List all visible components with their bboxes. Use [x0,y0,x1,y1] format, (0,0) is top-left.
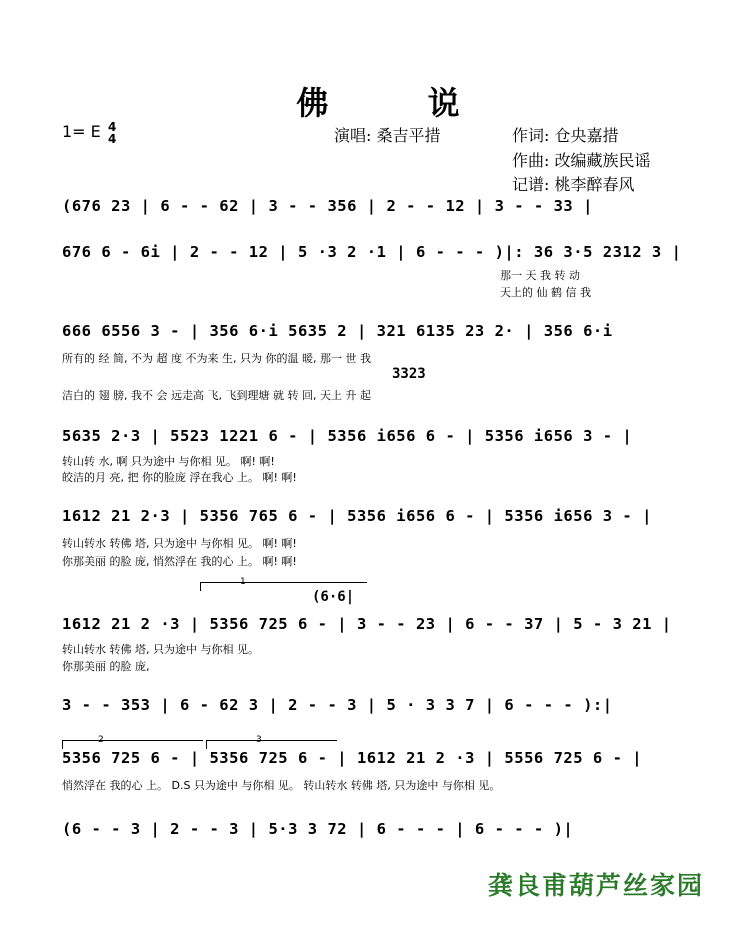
score-line-3-extra: 3323 [392,366,426,382]
composer-credit: 作曲: 改编藏族民谣 [512,151,651,170]
volta-number-2: 2 [98,735,104,745]
lyric-line-8: 悄然浮在 我的心 上。 D.S 只为途中 与你相 见。 转山转水 转佛 塔, 只为途中 与你相 见。 [62,779,501,792]
score-line-6-top: (6·6| [312,589,355,605]
volta-bracket-2 [62,740,203,749]
meter-bottom: 4 [108,132,117,146]
score-line-7: 3 - - 353 | 6 - 62 3 | 2 - - 3 | 5 · 3 3 7 | 6 - - - ):| [62,696,613,714]
volta-number-1: 1 [240,577,246,587]
time-signature [108,121,116,145]
lyric-line-6b: 你那美丽 的脸 庞, [62,660,150,673]
key-signature: 1= E [62,122,101,141]
score-line-2: 676 6 - 6i | 2 - - 12 | 5 ·3 2 ·1 | 6 - - - )|: 36 3·5 2312 3 | [62,243,682,261]
brand-watermark: 龚良甫葫芦丝家园 [487,871,704,900]
lyric-line-4a: 转山转 水, 啊 只为途中 与你相 见。 啊! 啊! [62,455,275,468]
score-line-3: 666 6556 3 - | 356 6·i 5635 2 | 321 6135 23 2· | 356 6·i [62,322,613,340]
score-line-6: 1612 21 2 ·3 | 5356 725 6 - | 3 - - 23 | 6 - - 37 | 5 - 3 21 | [62,615,672,633]
lyric-line-5a: 转山转水 转佛 塔, 只为途中 与你相 见。 啊! 啊! [62,537,297,550]
score-line-1: (676 23 | 6 - - 62 | 3 - - 356 | 2 - - 12 | 3 - - 33 | [62,197,593,215]
score-line-4: 5635 2·3 | 5523 1221 6 - | 5356 i656 6 - | 5356 i656 3 - | [62,427,633,445]
lyric-line-3b: 洁白的 翅 膀, 我不 会 远走高 飞, 飞到理塘 就 转 回, 天上 升 起 [62,389,371,402]
meter-top: 4 [108,120,117,134]
score-line-9: (6 - - 3 | 2 - - 3 | 5·3 3 72 | 6 - - - | 6 - - - )| [62,820,574,838]
lyricist-credit: 作词: 仓央嘉措 [512,126,619,145]
lyric-line-2b: 天上的 仙 鹤 信 我 [500,286,591,299]
lyric-line-5b: 你那美丽 的脸 庞, 悄然浮在 我的心 上。 啊! 啊! [62,555,297,568]
transcriber-credit: 记谱: 桃李醉春风 [512,175,635,194]
song-title: 佛 说 [296,84,504,122]
volta-bracket-3 [206,740,337,749]
lyric-line-2a: 那一 天 我 转 动 [500,269,580,282]
score-line-8: 5356 725 6 - | 5356 725 6 - | 1612 21 2 ·3 | 5556 725 6 - | [62,749,643,767]
score-line-5: 1612 21 2·3 | 5356 765 6 - | 5356 i656 6 - | 5356 i656 3 - | [62,507,652,525]
singer-credit: 演唱: 桑吉平措 [334,126,441,145]
lyric-line-6a: 转山转水 转佛 塔, 只为途中 与你相 见。 [62,643,259,656]
volta-number-3: 3 [256,735,262,745]
lyric-line-3a: 所有的 经 简, 不为 超 度 不为来 生, 只为 你的温 暖, 那一 世 我 [62,352,371,365]
lyric-line-4b: 皎洁的月 亮, 把 你的脸庞 浮在我心 上。 啊! 啊! [62,471,297,484]
